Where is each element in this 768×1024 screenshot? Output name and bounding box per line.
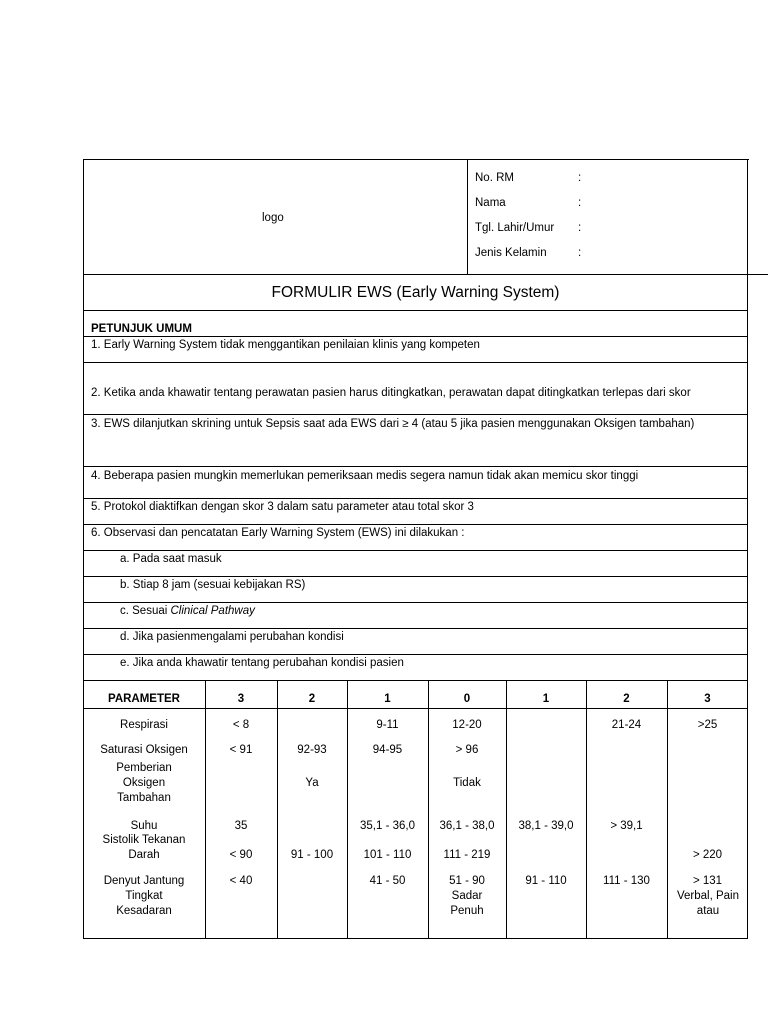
row-line bbox=[83, 680, 748, 681]
sep-nama: : bbox=[578, 197, 582, 209]
cell: Tidak bbox=[453, 777, 481, 789]
cell: > 220 bbox=[692, 849, 723, 861]
cell: < 90 bbox=[229, 849, 253, 861]
row-line bbox=[83, 414, 748, 415]
petunjuk-item-5: 5. Protokol diaktifkan dengan skor 3 dalam satu parameter atau total skor 3 bbox=[91, 501, 474, 513]
row-line bbox=[83, 498, 748, 499]
label-nama: Nama bbox=[475, 197, 506, 209]
cell: < 91 bbox=[229, 744, 253, 756]
cell: Verbal, Pain atau bbox=[676, 890, 739, 917]
row-line bbox=[83, 654, 748, 655]
cell: > 131 bbox=[692, 875, 723, 887]
header-score: 1 bbox=[542, 693, 550, 705]
cell: 35,1 - 36,0 bbox=[360, 820, 415, 832]
cell: 35 bbox=[234, 820, 248, 832]
header-bottom-right bbox=[467, 274, 768, 275]
cell: 91 - 110 bbox=[525, 875, 567, 887]
label-tgl-lahir: Tgl. Lahir/Umur bbox=[475, 222, 555, 234]
cell: 92-93 bbox=[297, 744, 327, 756]
param-saturasi-oksigen: Saturasi Oksigen bbox=[100, 744, 188, 756]
row-line bbox=[83, 576, 748, 577]
cell: 12-20 bbox=[452, 719, 482, 731]
col-line bbox=[277, 680, 278, 939]
param-respirasi: Respirasi bbox=[120, 719, 168, 731]
cell: < 40 bbox=[229, 875, 253, 887]
sub-item-a: a. Pada saat masuk bbox=[120, 553, 222, 565]
label-no-rm: No. RM bbox=[475, 172, 514, 184]
sub-item-c-italic: Clinical Pathway bbox=[170, 605, 255, 617]
cell: 51 - 90 bbox=[449, 875, 485, 887]
cell: 9-11 bbox=[376, 719, 399, 731]
sep-tgl-lahir: : bbox=[578, 222, 582, 234]
cell: 36,1 - 38,0 bbox=[439, 820, 495, 832]
cell: < 8 bbox=[232, 719, 250, 731]
row-line bbox=[83, 602, 748, 603]
cell: 111 - 219 bbox=[443, 849, 491, 861]
sub-item-c bbox=[120, 604, 255, 618]
header-score: 3 bbox=[237, 693, 245, 705]
header-bottom-left bbox=[83, 274, 467, 275]
cell: > 96 bbox=[455, 744, 479, 756]
row-line bbox=[83, 466, 748, 467]
cell: 111 - 130 bbox=[603, 875, 650, 887]
header-divider bbox=[467, 159, 468, 274]
param-denyut-jantung: Denyut Jantung bbox=[103, 875, 185, 887]
cell: 41 - 50 bbox=[369, 875, 406, 887]
row-line bbox=[83, 336, 748, 337]
petunjuk-item-4: 4. Beberapa pasien mungkin memerlukan pemeriksaan medis segera namun tidak akan memicu skor tinggi bbox=[91, 470, 639, 482]
sub-item-c-text: c. Sesuai bbox=[120, 605, 171, 617]
sub-item-b: b. Stiap 8 jam (sesuai kebijakan RS) bbox=[120, 579, 306, 591]
col-line bbox=[506, 680, 507, 939]
row-line bbox=[83, 524, 748, 525]
row-line bbox=[83, 550, 748, 551]
cell: 101 - 110 bbox=[363, 849, 412, 861]
header-parameter: PARAMETER bbox=[108, 693, 180, 705]
sep-jenis-kelamin: : bbox=[578, 247, 582, 259]
header-score: 3 bbox=[704, 693, 711, 705]
row-line bbox=[83, 362, 748, 363]
petunjuk-item-6: 6. Observasi dan pencatatan Early Warning System (EWS) ini dilakukan : bbox=[91, 527, 465, 539]
label-jenis-kelamin: Jenis Kelamin bbox=[475, 247, 547, 259]
petunjuk-heading: PETUNJUK UMUM bbox=[91, 323, 192, 335]
title-bottom-border bbox=[83, 310, 748, 311]
sub-item-d: d. Jika pasienmengalami perubahan kondisi bbox=[120, 631, 344, 643]
cell: 94-95 bbox=[372, 744, 403, 756]
petunjuk-item-3: 3. EWS dilanjutkan skrining untuk Sepsis saat ada EWS dari ≥ 4 (atau 5 jika pasien menggunakan Oksigen tambahan) bbox=[91, 418, 695, 430]
param-tingkat-kesadaran: Tingkat Kesadaran bbox=[116, 890, 172, 917]
header-score: 1 bbox=[384, 693, 391, 705]
header-score: 2 bbox=[623, 693, 630, 705]
header-row-line bbox=[83, 708, 748, 709]
petunjuk-item-1: 1. Early Warning System tidak menggantikan penilaian klinis yang kompeten bbox=[91, 339, 480, 351]
param-suhu: Suhu bbox=[130, 820, 158, 832]
param-sistolik: Sistolik Tekanan Darah bbox=[102, 834, 186, 861]
petunjuk-item-2: 2. Ketika anda khawatir tentang perawatan pasien harus ditingkatkan, perawatan dapat ditingkatkan terlepas dari skor bbox=[91, 387, 691, 399]
sub-item-e: e. Jika anda khawatir tentang perubahan kondisi pasien bbox=[120, 657, 404, 669]
param-pemberian-oksigen: Pemberian Oksigen Tambahan bbox=[116, 762, 172, 804]
cell: 91 - 100 bbox=[290, 849, 334, 861]
cell: 21-24 bbox=[611, 719, 642, 731]
sep-no-rm: : bbox=[578, 172, 582, 184]
header-score: 2 bbox=[308, 693, 316, 705]
logo-placeholder: logo bbox=[262, 212, 284, 224]
cell: >25 bbox=[697, 719, 718, 731]
header-score: 0 bbox=[463, 693, 471, 705]
form-title: FORMULIR EWS (Early Warning System) bbox=[271, 284, 560, 301]
row-line bbox=[83, 628, 748, 629]
cell: Ya bbox=[305, 777, 319, 789]
cell: > 39,1 bbox=[610, 820, 643, 832]
cell: 38,1 - 39,0 bbox=[518, 820, 574, 832]
cell: Sadar Penuh bbox=[450, 890, 484, 917]
